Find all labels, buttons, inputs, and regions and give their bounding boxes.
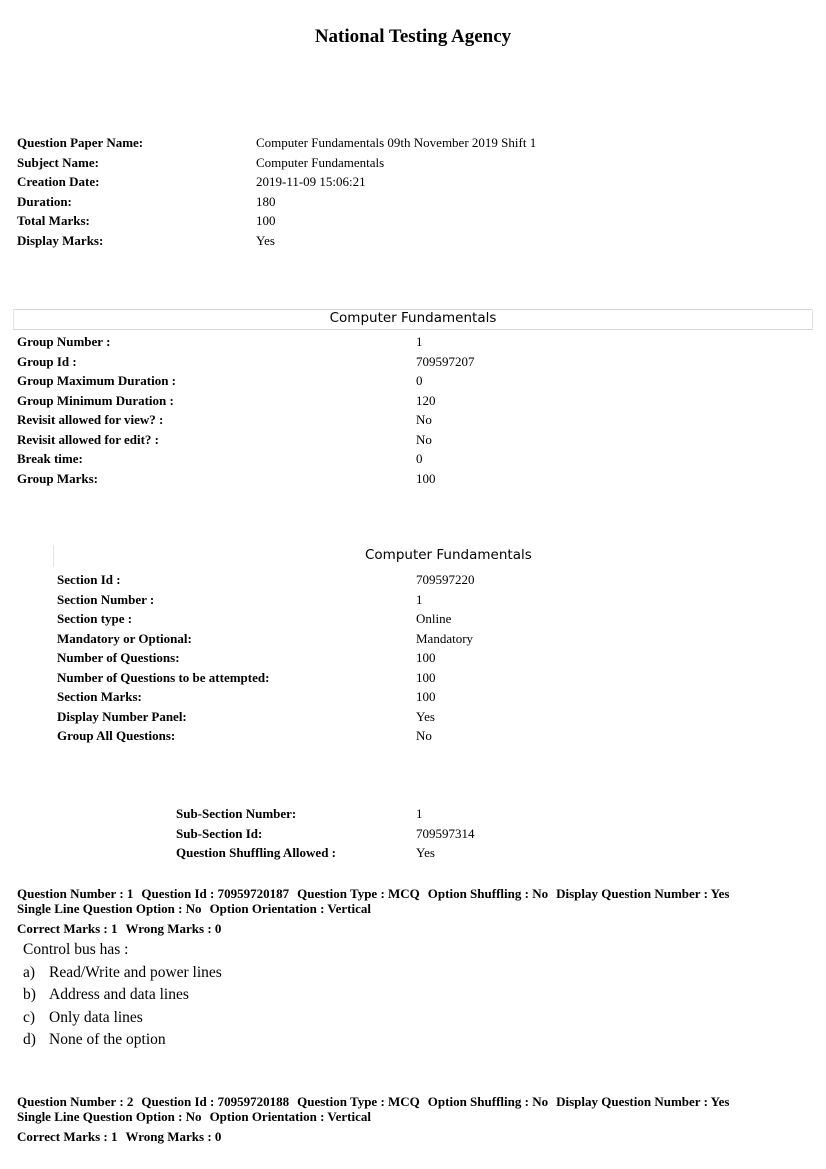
subsection-info-label: Sub-Section Id: <box>176 825 263 841</box>
subsection-info-label: Question Shuffling Allowed : <box>176 845 337 860</box>
group-info-value: No <box>416 412 432 427</box>
group-info-label: Revisit allowed for view? : <box>17 412 164 427</box>
option-shuffling: Option Shuffling : No <box>427 1094 549 1109</box>
option-text: Read/Write and power lines <box>49 964 222 981</box>
section-info-label: Group All Questions: <box>57 728 176 743</box>
section-info-label: Number of Questions to be attempted: <box>57 669 270 685</box>
group-info-label: Group Minimum Duration : <box>17 392 174 408</box>
section-info-label: Mandatory or Optional: <box>57 630 192 646</box>
option-d[interactable] <box>23 1029 222 1051</box>
page-title: National Testing Agency <box>314 26 512 47</box>
paper-info-value: Yes <box>256 232 275 248</box>
question-id: Question Id : 70959720188 <box>141 1094 290 1109</box>
subsection-info-value: 1 <box>416 806 423 821</box>
section-info-label: Section Marks: <box>57 689 142 704</box>
option-text: Address and data lines <box>49 986 189 1004</box>
section-info-value: Yes <box>416 708 435 724</box>
paper-info-value: 180 <box>256 193 276 209</box>
group-info-value: 709597207 <box>416 353 475 369</box>
paper-info-label: Question Paper Name: <box>17 135 144 150</box>
subsection-info-value: Yes <box>416 845 435 860</box>
group-info-value: 0 <box>416 451 423 466</box>
option-label: c) <box>23 1008 36 1026</box>
section-info-value: 709597220 <box>416 572 475 587</box>
section-info-value: Online <box>416 611 452 626</box>
group-info-label: Break time: <box>17 451 83 466</box>
section-info-label: Number of Questions: <box>57 650 180 665</box>
group-info-label: Group Number : <box>17 334 111 349</box>
paper-info-label: Display Marks: <box>17 232 104 248</box>
group-info-value: 0 <box>416 373 423 388</box>
paper-info-label: Creation Date: <box>17 174 100 189</box>
option-label: a) <box>23 964 36 981</box>
group-title: Computer Fundamentals <box>329 310 497 326</box>
display-question-number: Display Question Number : Yes <box>556 1094 730 1109</box>
section-info-label: Section type : <box>57 611 133 626</box>
group-info-value: 120 <box>416 392 436 408</box>
question-text: Control bus has : <box>23 941 129 958</box>
group-info-value: No <box>416 431 432 447</box>
paper-info-value: Computer Fundamentals <box>256 154 385 170</box>
section-info-label: Section Id : <box>57 572 121 587</box>
option-list <box>23 962 222 1051</box>
group-info-value: 100 <box>416 470 436 486</box>
paper-info-value: 100 <box>256 213 276 228</box>
paper-info-label: Total Marks: <box>17 213 90 228</box>
question-header <box>17 1094 807 1144</box>
question-number: Question Number : 2 <box>17 1094 134 1109</box>
question-id: Question Id : 70959720187 <box>141 886 290 901</box>
section-info-value: Mandatory <box>416 630 474 646</box>
display-question-number: Display Question Number : Yes <box>556 886 730 901</box>
section-title: Computer Fundamentals <box>365 547 532 563</box>
group-info-value: 1 <box>416 334 423 349</box>
question-number: Question Number : 1 <box>17 886 134 901</box>
group-info-label: Group Id : <box>17 353 77 369</box>
group-info-label: Group Marks: <box>17 470 99 486</box>
single-line-question-option: Single Line Question Option : No <box>17 901 202 916</box>
group-info-label: Group Maximum Duration : <box>17 373 177 388</box>
option-orientation: Option Orientation : Vertical <box>209 901 371 916</box>
group-info-label: Revisit allowed for edit? : <box>17 431 160 447</box>
option-label: b) <box>23 986 36 1004</box>
section-info-value: 100 <box>416 689 436 704</box>
subsection-info-value: 709597314 <box>416 825 475 841</box>
option-c[interactable] <box>23 1007 222 1029</box>
option-text: None of the option <box>49 1030 166 1048</box>
option-shuffling: Option Shuffling : No <box>427 886 549 901</box>
section-info-value: No <box>416 728 432 743</box>
wrong-marks: Wrong Marks : 0 <box>125 1129 222 1144</box>
option-orientation: Option Orientation : Vertical <box>209 1109 371 1124</box>
paper-info-value: 2019-11-09 15:06:21 <box>256 174 366 189</box>
question-header <box>17 886 807 936</box>
option-a[interactable] <box>23 962 222 984</box>
paper-info-label: Duration: <box>17 193 72 209</box>
wrong-marks: Wrong Marks : 0 <box>125 921 222 936</box>
correct-marks: Correct Marks : 1 <box>17 921 118 936</box>
section-info-value: 1 <box>416 591 423 607</box>
paper-info <box>17 133 536 250</box>
paper-info-value: Computer Fundamentals 09th November 2019 Shift 1 <box>256 135 537 150</box>
option-text: Only data lines <box>49 1008 143 1026</box>
section-info-value: 100 <box>416 669 436 685</box>
section-box-left-border <box>53 545 54 567</box>
subsection-info-label: Sub-Section Number: <box>176 806 297 821</box>
group-info <box>17 332 475 488</box>
paper-info-label: Subject Name: <box>17 154 99 170</box>
section-info-value: 100 <box>416 650 436 665</box>
group-box-bottom-border <box>13 329 813 330</box>
correct-marks: Correct Marks : 1 <box>17 1129 118 1144</box>
question-type: Question Type : MCQ <box>297 1094 420 1109</box>
option-b[interactable] <box>23 984 222 1006</box>
section-info-label: Display Number Panel: <box>57 708 187 724</box>
single-line-question-option: Single Line Question Option : No <box>17 1109 202 1124</box>
section-info <box>57 570 475 746</box>
question-type: Question Type : MCQ <box>297 886 420 901</box>
subsection-info <box>176 804 475 863</box>
option-label: d) <box>23 1030 36 1048</box>
section-info-label: Section Number : <box>57 591 155 607</box>
